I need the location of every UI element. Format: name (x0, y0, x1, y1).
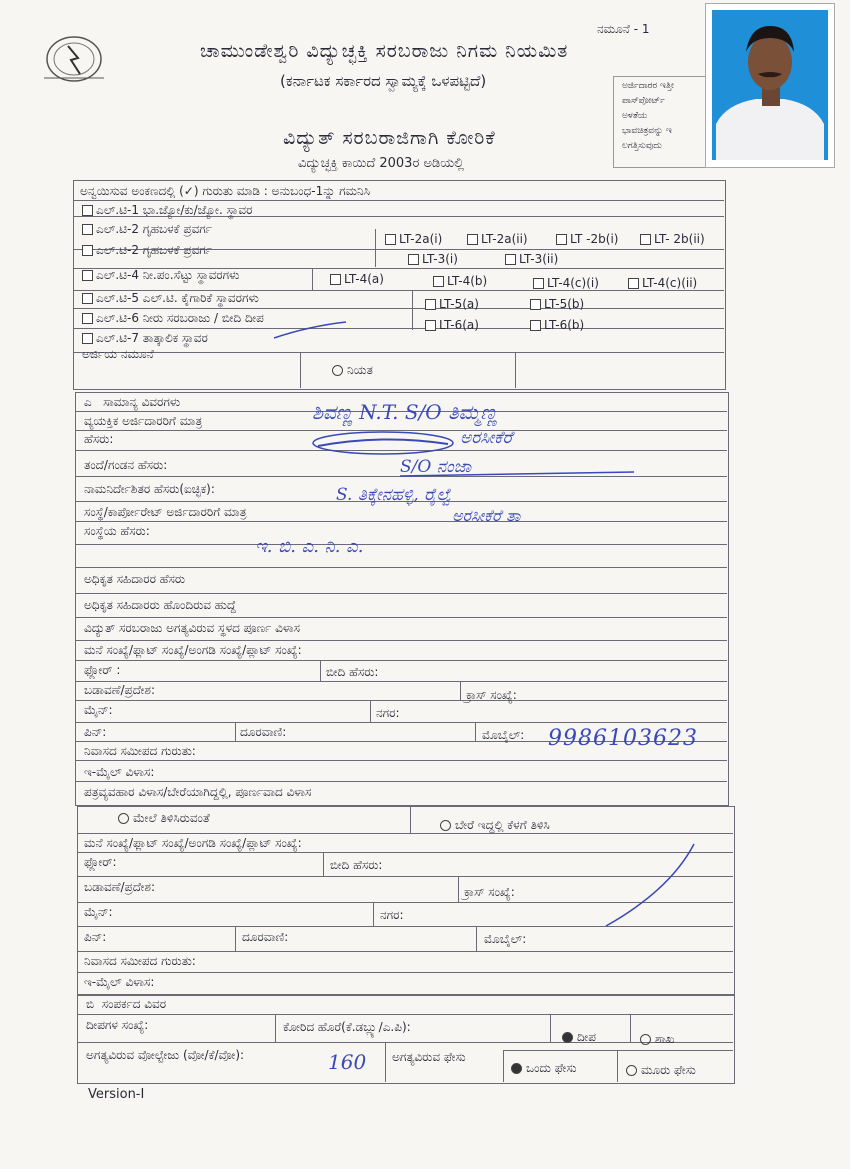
form-subtitle: ವಿದ್ಯುಚ್ಛಕ್ತಿ ಕಾಯಿದೆ 2003ರ ಅಡಿಯಲ್ಲಿ (298, 156, 464, 171)
radio[interactable] (562, 1032, 573, 1043)
applicant-name-value: ಶಿವಣ್ಣ N.T. S/O ತಿಮ್ಮಣ್ಣ (312, 400, 498, 424)
lt5-a[interactable]: LT-5(a) (425, 297, 479, 311)
auth-name-label: ಅಧಿಕೃತ ಸಹಿದಾರರ ಹೆಸರು (84, 572, 186, 586)
landmark2-label: ನಿವಾಸದ ಸಮೀಪದ ಗುರುತು: (84, 954, 196, 968)
phone-label: ದೂರವಾಣಿ: (240, 725, 287, 739)
father-name-value: S/O ನಂಜಾ (400, 457, 472, 477)
pen-stroke (600, 840, 700, 930)
father-name-label: ತಂದೆ/ಗಂಡನ ಹೆಸರು: (84, 458, 168, 472)
individual-label: ವ್ಯಯಕ್ತಿಕ ಅರ್ಜಿದಾರರಿಗೆ ಮಾತ್ರ (84, 414, 203, 428)
phase-label: ಅಗತ್ಯವಿರುವ ಫೇಸು (392, 1050, 466, 1064)
lt6-a[interactable]: LT-6(a) (425, 318, 479, 332)
floor-label: ಫ್ಲೋರ್ : (84, 663, 121, 677)
comm-address-label: ಪತ್ರವ್ಯವಹಾರ ವಿಳಾಸ/ಬೇರೆಯಾಗಿದ್ದಲ್ಲಿ, ಪೂರ್ಣವಾದ ವಿಳಾಸ (84, 785, 312, 799)
pen-stroke (270, 318, 350, 342)
mobile2-label: ಮೊಬೈಲ್: (484, 932, 527, 946)
other-address-option[interactable]: ಬೇರೆ ಇದ್ದಲ್ಲಿ ಕೆಳಗೆ ತಿಳಿಸಿ (440, 818, 550, 833)
city2-label: ನಗರ: (380, 908, 404, 922)
photo-note-line: ಭಾವಚಿತ್ರವನ್ನು ಇ (622, 126, 672, 136)
name-label: ಹೆಸರು: (84, 432, 114, 446)
category-lt2b[interactable]: ಎಲ್.ಟಿ-2 ಗೃಹಬಳಕೆ ಪ್ರವರ್ಗ (82, 243, 212, 258)
checkbox[interactable] (82, 224, 93, 235)
checkbox[interactable] (82, 293, 93, 304)
company-name: ಚಾಮುಂಡೇಶ್ವರಿ ವಿದ್ಯುಚ್ಛಕ್ತಿ ಸರಬರಾಜು ನಿಗಮ ನಿಯಮಿತ (200, 40, 569, 62)
mobile-value: 9986103623 (548, 726, 698, 751)
voltage-label: ಅಗತ್ಯವಿರುವ ವೋಲ್ಟೇಜು (ವೋ/ಕೆ/ವೋ): (86, 1048, 245, 1062)
nominee-value: S. ತಿಕ್ಕೇನಹಳ್ಳಿ, ರೈಲ್ವೆ (336, 485, 452, 505)
area-label: ಬಡಾವಣೆ/ಪ್ರದೇಶ: (84, 683, 156, 697)
power-option[interactable]: ಶಾಖ (640, 1032, 675, 1047)
lt2-ai[interactable]: LT-2a(i) (385, 232, 442, 246)
applicant-name-extra: ಅರಸೀಕೆರೆ (460, 428, 513, 448)
floor2-label: ಫ್ಲೋರ್: (84, 855, 117, 869)
street-label: ಬೀದಿ ಹೆಸರು: (326, 665, 379, 679)
house-label: ಮನೆ ಸಂಖ್ಯೆ/ಫ್ಲಾಟ್ ಸಂಖ್ಯೆ/ಅಂಗಡಿ ಸಂಖ್ಯೆ/ಪ್ಲಾಟ್ ಸಂಖ್ಯೆ: (84, 643, 302, 657)
radio[interactable] (511, 1063, 522, 1074)
checkbox[interactable] (425, 320, 436, 331)
radio[interactable] (640, 1034, 651, 1045)
photo-note-line: ಲಗತ್ತಿಸುವುದು (622, 141, 662, 151)
category-lt1[interactable]: ಎಲ್.ಟಿ-1 ಭಾ.ಜ್ಯೋ/ಕು/ಜ್ಯೋ. ಸ್ಥಾವರ (82, 203, 252, 218)
org-name-value: ಇ. ಬಿ. ಎ. ನಿ. ಎ. (255, 536, 364, 557)
lt5-b[interactable]: LT-5(b) (530, 297, 584, 311)
mobile-label: ಮೊಬೈಲ್: (482, 728, 525, 742)
pin2-label: ಪಿನ್: (84, 930, 107, 944)
area2-label: ಬಡಾವಣೆ/ಪ್ರದೇಶ: (84, 880, 156, 894)
nominee-label: ನಾಮನಿರ್ದೇಶಿತರ ಹೆಸರು(ಐಚ್ಛಿಕ): (84, 482, 215, 496)
checkbox[interactable] (533, 278, 544, 289)
category-lt5[interactable]: ಎಲ್.ಟಿ-5 ಎಲ್.ಟಿ. ಕೈಗಾರಿಕೆ ಸ್ಥಾವರಗಳು (82, 291, 259, 306)
street2-label: ಬೀದಿ ಹೆಸರು: (330, 858, 383, 872)
form-title: ವಿದ್ಯುತ್ ಸರಬರಾಜಿಗಾಗಿ ಕೋರಿಕೆ (283, 127, 496, 149)
phone2-label: ದೂರವಾಣಿ: (242, 930, 289, 944)
checkbox[interactable] (467, 234, 478, 245)
checkbox[interactable] (330, 274, 341, 285)
radio[interactable] (626, 1065, 637, 1076)
checkbox[interactable] (425, 299, 436, 310)
category-lt6[interactable]: ಎಲ್.ಟಿ-6 ನೀರು ಸರಬರಾಜು / ಬೀದಿ ದೀಪ (82, 311, 264, 326)
main-label: ಮೈನ್: (84, 703, 113, 717)
pin-label: ಪಿನ್: (84, 725, 107, 739)
light-option[interactable]: ದೀಪ (562, 1030, 596, 1045)
voltage-value: 160 (328, 1050, 367, 1074)
category-instruction: ಅನ್ವಯಿಸುವ ಅಂಕಣದಲ್ಲಿ (✓) ಗುರುತು ಮಾಡಿ : ಅನುಬಂಧ-1ನ್ನು ಗಮನಿಸಿ (80, 184, 371, 198)
photo-note-line: ಅರ್ಜಿದಾರರ ಇತ್ತೀ (622, 81, 674, 91)
checkbox[interactable] (408, 254, 419, 265)
org-name-label: ಸಂಸ್ಥೆಯ ಹೆಸರು: (84, 524, 150, 538)
single-phase-option[interactable]: ಒಂದು ಫೇಸು (511, 1061, 577, 1076)
radio[interactable] (440, 820, 451, 831)
logo (38, 34, 110, 84)
lt2-aii[interactable]: LT-2a(ii) (467, 232, 528, 246)
city-label: ನಗರ: (376, 706, 400, 720)
cross-label: ಕ್ರಾಸ್ ಸಂಖ್ಯೆ: (466, 688, 517, 702)
lt4-a[interactable]: LT-4(a) (330, 272, 384, 286)
form-type-label: ಅರ್ಜಿಯ ನಮೂನೆ (82, 347, 154, 361)
version-label: Version-I (88, 1087, 145, 1102)
photo-note-line: ಅಳತೆಯ (622, 111, 648, 121)
category-lt4[interactable]: ಎಲ್.ಟಿ-4 ನೀ.ಪಂ.ಸೆಟ್ಟು ಸ್ಥಾವರಗಳು (82, 268, 239, 283)
strike-mark (308, 428, 458, 458)
corporate-label: ಸಂಸ್ಥೆ/ಕಾರ್ಪೋರೇಟ್ ಅರ್ಜಿದಾರರಿಗೆ ಮಾತ್ರ (84, 505, 247, 519)
category-lt2a[interactable]: ಎಲ್.ಟಿ-2 ಗೃಹಬಳಕೆ ಪ್ರವರ್ಗ (82, 222, 212, 237)
lt2-bi[interactable]: LT -2b(i) (556, 232, 618, 246)
cross2-label: ಕ್ರಾಸ್ ಸಂಖ್ಯೆ: (464, 885, 515, 899)
checkbox[interactable] (82, 270, 93, 281)
checkbox[interactable] (640, 234, 651, 245)
main2-label: ಮೈನ್: (84, 905, 113, 919)
checkbox[interactable] (530, 299, 541, 310)
load-label: ಕೋರಿದ ಹೊರೆ(ಕೆ.ಡಬ್ಲ್ಯು/ಎ.ಪಿ): (283, 1020, 411, 1034)
email2-label: ಇ-ಮೈಲ್ ವಿಳಾಸ: (84, 975, 155, 989)
checkbox[interactable] (556, 234, 567, 245)
auth-post-label: ಅಧಿಕೃತ ಸಹಿದಾರರು ಹೊಂದಿರುವ ಹುದ್ದೆ (84, 598, 237, 612)
checkbox[interactable] (530, 320, 541, 331)
connection-heading: ಬಿ ಸಂಪರ್ಕದ ವಿವರ (86, 997, 167, 1011)
lights-count-label: ದೀಪಗಳ ಸಂಖ್ಯೆ: (86, 1018, 149, 1032)
lt3-i[interactable]: LT-3(i) (408, 252, 458, 266)
applicant-photo (705, 3, 835, 168)
house2-label: ಮನೆ ಸಂಖ್ಯೆ/ಫ್ಲಾಟ್ ಸಂಖ್ಯೆ/ಅಂಗಡಿ ಸಂಖ್ಯೆ/ಪ್ಲಾಟ್ ಸಂಖ್ಯೆ: (84, 836, 302, 850)
checkbox[interactable] (385, 234, 396, 245)
same-address-option[interactable]: ಮೇಲೆ ತಿಳಿಸಿರುವಂತೆ (118, 811, 210, 826)
lt4-b[interactable]: LT-4(b) (433, 274, 487, 288)
form-number: ನಮೂನೆ - 1 (597, 22, 650, 36)
premises-label: ವಿದ್ಯುತ್ ಸರಬರಾಜು ಅಗತ್ಯವಿರುವ ಸ್ಥಳದ ಪೂರ್ಣ ವಿಳಾಸ (84, 621, 300, 635)
checkbox[interactable] (82, 205, 93, 216)
lt3-ii[interactable]: LT-3(ii) (505, 252, 558, 266)
corporate-value: ಅರಸೀಕೆರೆ ತಾ (452, 506, 521, 525)
strike-mark (398, 468, 638, 484)
checkbox[interactable] (82, 245, 93, 256)
form-type-option[interactable]: ನಿಯತ (332, 363, 373, 378)
lt4-ci[interactable]: LT-4(c)(i) (533, 276, 599, 290)
checkbox[interactable] (628, 278, 639, 289)
category-lt7[interactable]: ಎಲ್.ಟಿ-7 ತಾತ್ಕಾಲಿಕ ಸ್ಥಾವರ (82, 331, 208, 346)
email-label: ಇ-ಮೈಲ್ ವಿಳಾಸ: (84, 765, 155, 779)
three-phase-option[interactable]: ಮೂರು ಫೇಸು (626, 1063, 696, 1078)
lt6-b[interactable]: LT-6(b) (530, 318, 584, 332)
checkbox[interactable] (82, 333, 93, 344)
radio[interactable] (332, 365, 343, 376)
radio[interactable] (118, 813, 129, 824)
general-heading: ಎ ಸಾಮಾನ್ಯ ವಿವರಗಳು (84, 395, 181, 409)
photo-note-line: ಪಾಸ್‌ಪೋರ್ಟ್ (622, 96, 665, 106)
checkbox[interactable] (433, 276, 444, 287)
lt4-cii[interactable]: LT-4(c)(ii) (628, 276, 697, 290)
checkbox[interactable] (505, 254, 516, 265)
lt2-bii[interactable]: LT- 2b(ii) (640, 232, 705, 246)
landmark-label: ನಿವಾಸದ ಸಮೀಪದ ಗುರುತು: (84, 744, 196, 758)
govt-note: (ಕರ್ನಾಟಕ ಸರ್ಕಾರದ ಸ್ವಾಮ್ಯಕ್ಕೆ ಒಳಪಟ್ಟಿದೆ) (280, 72, 487, 90)
checkbox[interactable] (82, 313, 93, 324)
